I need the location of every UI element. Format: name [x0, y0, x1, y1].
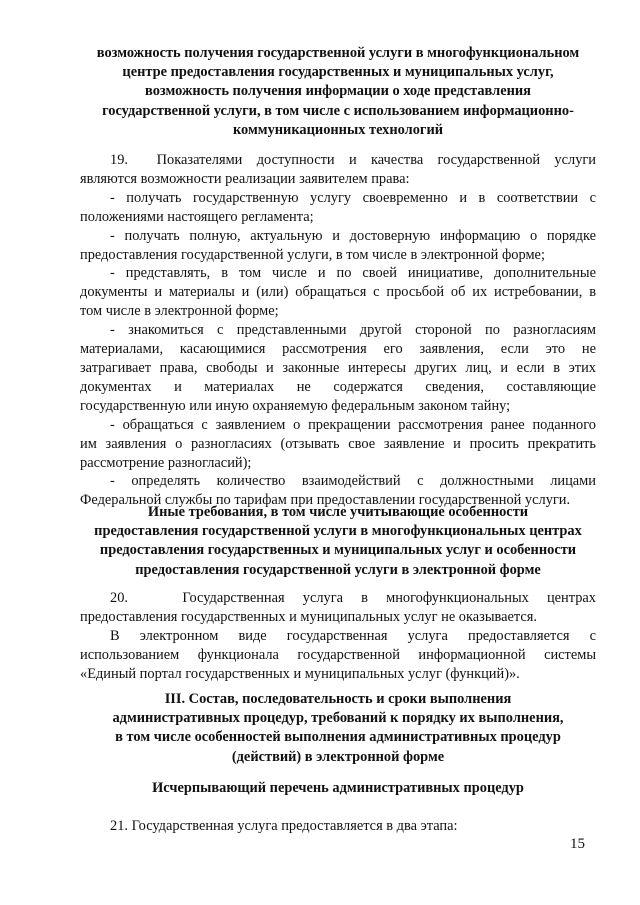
- heading-line: III. Состав, последовательность и сроки выполнения: [164, 691, 512, 707]
- text-line: - определять количество взаимодействий с должностными лицами: [110, 473, 596, 490]
- text-line: 19. Показателями доступности и качества государственной услуги: [110, 152, 596, 168]
- text-line: предоставления государственной услуги, в том числе в электронной форме;: [80, 246, 545, 263]
- text-line: затрагивает права, свободы и законные интересы других лиц, и если в этих: [80, 359, 596, 376]
- text-line: 20. Государственная услуга в многофункциональных центрах: [110, 590, 596, 606]
- paragraph-19: [80, 151, 596, 510]
- heading-other-requirements: [70, 503, 606, 580]
- heading-line: административных процедур, требований к порядку их выполнения,: [112, 710, 564, 727]
- text-line: положениями настоящего регламента;: [80, 208, 314, 225]
- heading-line: в том числе особенностей выполнения административных процедур: [115, 729, 561, 746]
- text-line: рассмотрение разногласий);: [80, 454, 252, 471]
- text-line: предоставления государственных и муниципальных услуг не оказывается.: [80, 608, 537, 625]
- text-line: том числе в электронной форме;: [80, 303, 279, 320]
- text-line: документах и материалах не содержатся сведения, составляющие: [80, 378, 596, 395]
- heading-line: коммуникационных технологий: [232, 121, 444, 138]
- text-line: - обращаться с заявлением о прекращении рассмотрения ранее поданного: [110, 416, 596, 433]
- heading-line: Иные требования, в том числе учитывающие особенности: [147, 504, 529, 520]
- heading-line: предоставления государственной услуги в электронной форме: [135, 561, 541, 578]
- text-line: 21. Государственная услуга предоставляется в два этапа:: [110, 818, 458, 834]
- heading-mfc-access: [70, 44, 606, 140]
- text-line: - получать полную, актуальную и достоверную информацию о порядке: [110, 227, 596, 244]
- heading-line: (действий) в электронной форме: [231, 748, 445, 765]
- heading-line: Исчерпывающий перечень административных процедур: [152, 780, 524, 796]
- heading-line: предоставления государственных и муниципальных услуг и особенности: [99, 542, 577, 559]
- text-line: В электронном виде государственная услуга предоставляется с: [110, 627, 596, 644]
- heading-line: возможность получения информации о ходе представления: [145, 83, 531, 100]
- heading-line: центре предоставления государственных и муниципальных услуг,: [122, 64, 554, 81]
- text-line: использованием функционала государственной информационной системы: [80, 646, 596, 663]
- heading-line: предоставления государственной услуги в многофункциональных центрах: [94, 523, 582, 540]
- text-line: - представлять, в том числе и по своей инициативе, дополнительные: [110, 265, 596, 282]
- heading-procedures-list: [70, 779, 606, 798]
- paragraph-21: [80, 817, 596, 836]
- text-line: - получать государственную услугу своевременно и в соответствии с: [110, 189, 596, 206]
- text-line: им заявления о разногласиях (отзывать свое заявление и просить прекратить: [80, 435, 596, 452]
- text-line: материалами, касающимися рассмотрения его заявления, если это не: [80, 341, 596, 358]
- heading-section-3: [70, 690, 606, 767]
- text-line: государственную или иную охраняемую федеральным законом тайну;: [80, 397, 511, 414]
- text-line: Федеральной службы по тарифам при предоставлении государственной услуги.: [80, 492, 571, 509]
- heading-line: государственной услуги, в том числе с использованием информационно-: [102, 102, 574, 119]
- text-line: - знакомиться с представленными другой стороной по разногласиям: [110, 322, 596, 339]
- text-line: «Единый портал государственных и муниципальных услуг (функций)».: [80, 665, 520, 682]
- heading-line: возможность получения государственной услуги в многофункциональном: [96, 45, 580, 61]
- paragraph-20: [80, 589, 596, 684]
- page-number: 15: [570, 836, 585, 852]
- text-line: являются возможности реализации заявителем права:: [80, 170, 410, 187]
- text-line: документы и материалы и (или) обращаться с просьбой об их истребовании, в: [80, 284, 596, 301]
